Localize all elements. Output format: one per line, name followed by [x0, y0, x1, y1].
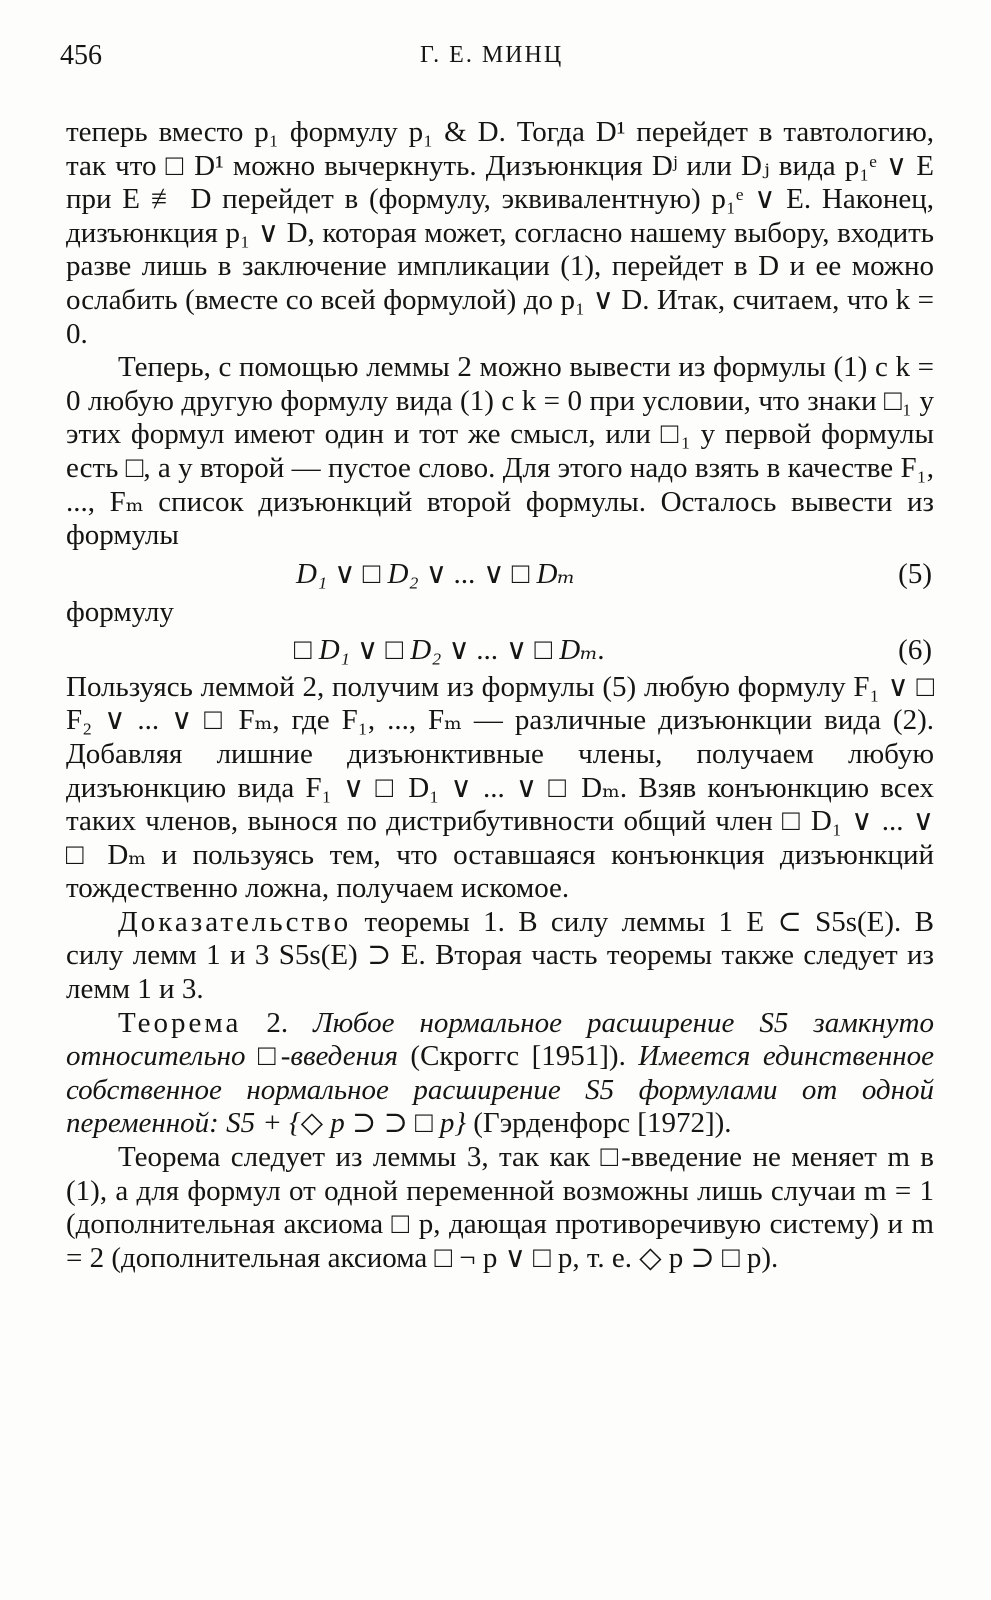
theorem-statement-2: Имеется единственное собственное нормальное расширение S5 формулами от одной переменной: S5 + {◇ p ⊃ ⊃ □ p} [66, 1040, 934, 1140]
formula-6-row [66, 629, 934, 671]
body-text [66, 116, 934, 1275]
formula-lead-text: формулу [66, 595, 174, 628]
paragraph-5 [66, 1007, 934, 1141]
page-number: 456 [60, 40, 102, 71]
paragraph-1: теперь вместо p₁ формулу p₁ & D. Тогда D¹ перейдет в тавтологию, так что □ D¹ можно вычеркнуть. Дизъюнкция Dʲ или Dⱼ вида p₁ᵉ ∨ E при E ≢ D перейдет в (формулу, эквивалентную) p₁ᵉ ∨ E. Наконец, дизъюнкция p₁ ∨ D, которая может, согласно нашему выбору, входить разве лишь в заключение импликации (1), перейдет в D и ее можно ослабить (вместе со всей формулой) до p₁ ∨ D. Итак, считаем, что k = 0. [66, 116, 934, 350]
formula-6: □ D₁ ∨ □ D₂ ∨ ... ∨ □ Dₘ. [294, 633, 606, 666]
paragraph-4-text: теоремы 1. В силу леммы 1 E ⊂ S5s(E). В силу лемм 1 и 3 S5s(E) ⊃ E. Вторая часть теоремы также следует из лемм 1 и 3. [66, 905, 934, 1006]
formula-5-row [66, 553, 934, 595]
theorem-number: 2. [241, 1006, 314, 1039]
paragraph-3: Пользуясь леммой 2, получим из формулы (5) любую формулу F₁ ∨ □ F₂ ∨ ... ∨ □ Fₘ, где F₁, ..., Fₘ — различные дизъюнкции вида (2). Добавляя лишние дизъюнктивные члены, получаем любую дизъюнкцию вида F₁ ∨ □ D₁ ∨ ... ∨ □ Dₘ. Взяв конъюнкцию всех таких членов, вынося по дистрибутивности общий член □ D₁ ∨ ... ∨ □ Dₘ и пользуясь тем, что оставшаяся конъюнкция дизъюнкций тождественно ложна, получаем искомое. [66, 670, 934, 905]
theorem-citation-1: (Скроггс [1951]). [397, 1040, 639, 1073]
formula-5: D₁ ∨ □ D₂ ∨ ... ∨ □ Dₘ [296, 557, 576, 590]
theorem-label: Теорема [118, 1006, 242, 1039]
paragraph-4 [66, 906, 934, 1007]
page-header [60, 40, 930, 80]
running-head: Г. Е. МИНЦ [420, 42, 564, 68]
paragraph-6: Теорема следует из леммы 3, так как □-введение не меняет m в (1), а для формул от одной переменной возможны лишь случаи m = 1 (дополнительная аксиома □ p, дающая противоречивую систему) и m = 2 (дополнительная аксиома □ ¬ p ∨ □ p, т. е. ◇ p ⊃ □ p). [66, 1141, 934, 1274]
theorem-citation-2: (Гэрденфорс [1972]). [466, 1107, 732, 1140]
paragraph-2: Теперь, с помощью леммы 2 можно вывести из формулы (1) с k = 0 любую другую формулу вида (1) с k = 0 при условии, что знаки □₁ у этих формул имеют один и тот же смысл, или □₁ у первой формулы есть □, а у второй — пустое слово. Для этого надо взять в качестве F₁, ..., Fₘ список дизъюнкций второй формулы. Осталось вывести из формулы [66, 351, 934, 552]
equation-number-5: (5) [898, 557, 932, 590]
proof-label: Доказательство [118, 905, 352, 938]
theorem-statement-1: Любое нормальное расширение S5 замкнуто относительно □-введения [66, 1006, 934, 1073]
equation-number-6: (6) [898, 633, 932, 666]
